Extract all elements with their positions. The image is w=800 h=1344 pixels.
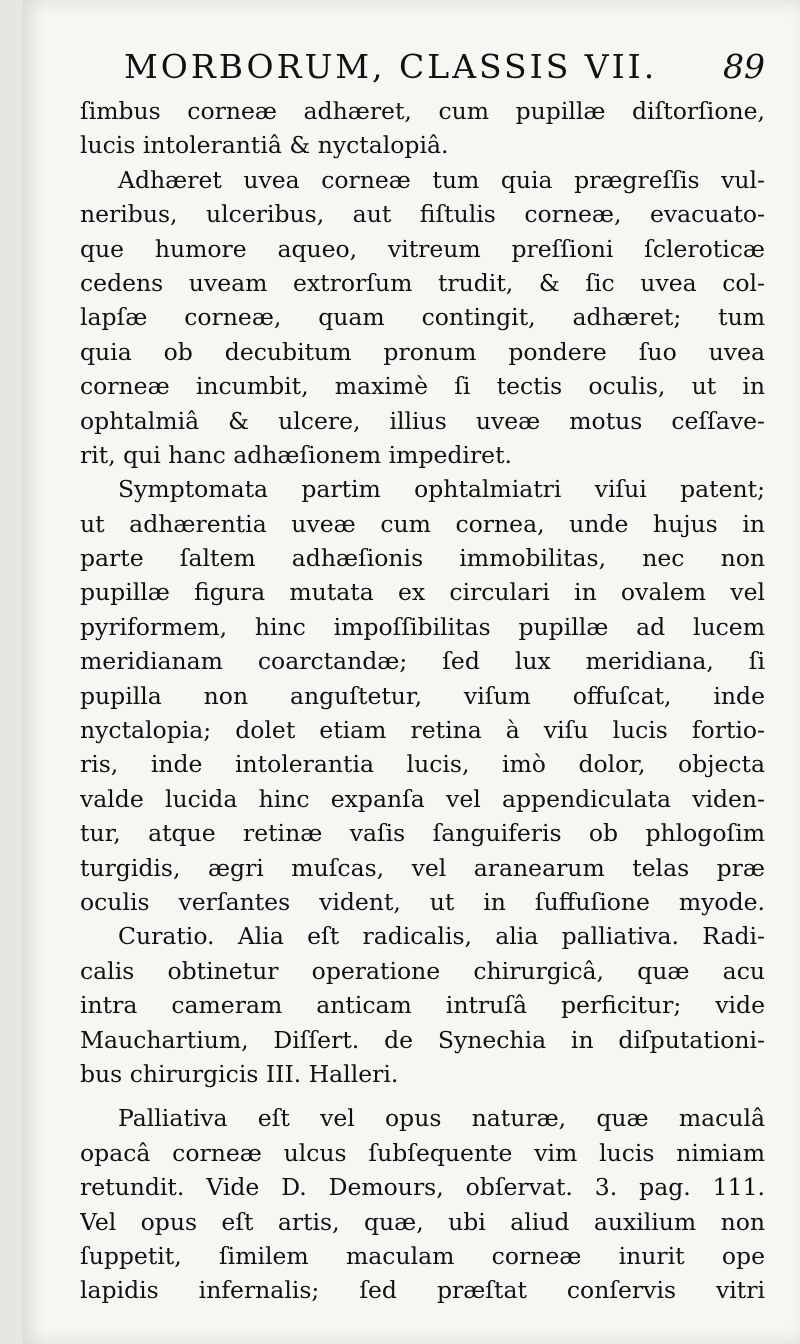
text-line: Adhæret uvea corneæ tum quia prægreſſis vul- xyxy=(118,165,765,194)
text-line: Symptomata partim ophtalmiatri viſui patent; xyxy=(118,475,765,504)
text-line: Curatio. Alia eſt radicalis, alia palliativa. Radi- xyxy=(118,922,765,951)
text-line: calis obtinetur operatione chirurgicâ, quæ acu xyxy=(80,956,765,985)
text-line: retundit. Vide D. Demours, obſervat. 3. pag. 111. xyxy=(80,1173,765,1202)
text-line: ophtalmiâ & ulcere, illius uveæ motus ceſſave- xyxy=(80,406,765,435)
text-line: ſimbus corneæ adhæret, cum pupillæ diſtorſione, xyxy=(80,97,765,125)
text-line: turgidis, ægri muſcas, vel aranearum telas præ xyxy=(80,853,765,882)
text-line: ris, inde intolerantia lucis, imò dolor, objecta xyxy=(80,750,765,779)
text-line: lapſæ corneæ, quam contingit, adhæret; tum xyxy=(80,303,765,332)
text-line: Vel opus eſt artis, quæ, ubi aliud auxilium non xyxy=(80,1207,765,1236)
page-text xyxy=(80,40,765,1308)
text-line: cedens uveam extrorſum trudit, & ſic uvea col- xyxy=(80,268,765,297)
text-line: lucis intolerantiâ & nyctalopiâ. xyxy=(80,131,449,160)
page-number: 89 xyxy=(723,47,765,86)
text-line: Mauchartium, Diſſert. de Synechia in diſputationi- xyxy=(80,1025,765,1054)
text-line: tur, atque retinæ vaſis ſanguiferis ob phlogoſim xyxy=(80,819,765,848)
book-page xyxy=(22,0,800,1344)
text-line: ut adhærentia uveæ cum cornea, unde hujus in xyxy=(80,509,765,538)
text-line: pupilla non anguſtetur, viſum offuſcat, inde xyxy=(80,681,765,710)
text-line: nyctalopia; dolet etiam retina à viſu lucis fortio- xyxy=(80,716,765,745)
text-line: valde lucida hinc expanſa vel appendiculata viden- xyxy=(80,784,765,813)
running-title: MORBORUM, CLASSIS VII. xyxy=(124,47,658,86)
text-line: parte ſaltem adhæſionis immobilitas, nec non xyxy=(80,544,765,573)
text-line: pyriformem, hinc impoſſibilitas pupillæ ad lucem xyxy=(80,612,765,641)
text-line: oculis verſantes vident, ut in ſuffuſione myode. xyxy=(80,887,765,916)
running-header xyxy=(80,40,765,94)
text-line: bus chirurgicis III. Halleri. xyxy=(80,1059,399,1088)
text-line: ſuppetit, ſimilem maculam corneæ inurit ope xyxy=(80,1241,765,1270)
text-line: Palliativa eſt vel opus naturæ, quæ maculâ xyxy=(118,1104,765,1133)
text-line: intra cameram anticam intruſâ perficitur; vide xyxy=(80,991,765,1020)
text-line: lapidis infernalis; ſed præſtat conſervis vitri xyxy=(80,1276,765,1305)
text-line: pupillæ figura mutata ex circulari in ovalem vel xyxy=(80,578,765,607)
text-line: opacâ corneæ ulcus ſubſequente vim lucis nimiam xyxy=(80,1138,765,1167)
text-line: corneæ incumbit, maximè ſi tectis oculis, ut in xyxy=(80,372,765,401)
text-line: que humore aqueo, vitreum preſſioni ſcleroticæ xyxy=(80,234,765,263)
text-line: meridianam coarctandæ; ſed lux meridiana, ſi xyxy=(80,647,765,676)
text-line: quia ob decubitum pronum pondere ſuo uvea xyxy=(80,337,765,366)
text-line: neribus, ulceribus, aut fiſtulis corneæ, evacuato- xyxy=(80,200,765,229)
text-line: rit, qui hanc adhæſionem impediret. xyxy=(80,440,513,469)
